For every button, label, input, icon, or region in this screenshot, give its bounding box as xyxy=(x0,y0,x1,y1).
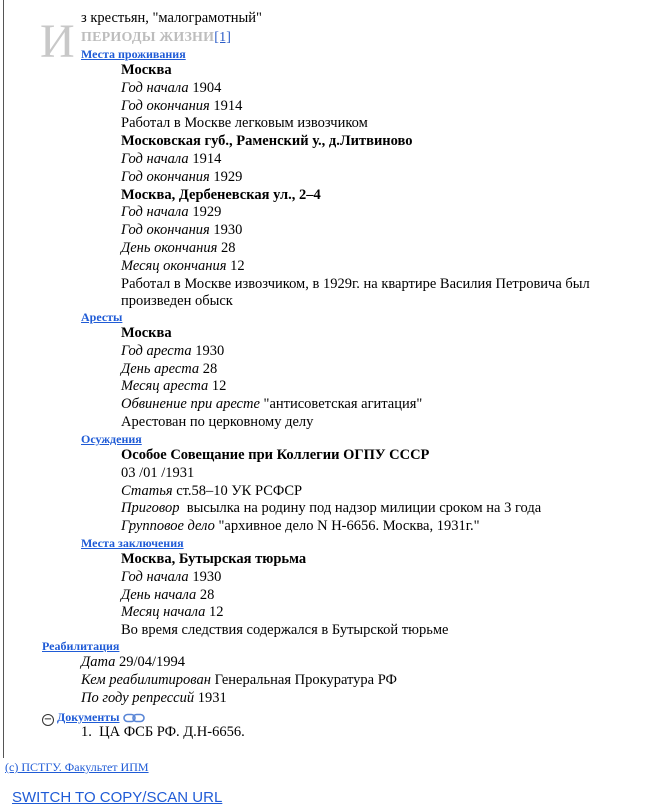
residence-2-end: Год окончания 1929 xyxy=(121,168,243,185)
detention-start: Год начала 1930 xyxy=(121,568,222,585)
residence-block xyxy=(121,62,641,311)
detention-block xyxy=(121,551,641,640)
arrests-section-link[interactable]: Аресты xyxy=(81,310,123,324)
residence-3-end: Год окончания 1930 xyxy=(121,222,243,239)
arrest-year: Год ареста 1930 xyxy=(121,342,225,359)
documents-list xyxy=(81,724,245,742)
detention-month: Месяц начала 12 xyxy=(121,604,224,621)
rehab-block xyxy=(81,654,601,707)
residence-place-3: Москва, Дербеневская ул., 2–4 xyxy=(121,186,321,203)
list-item: 1. ЦА ФСБ РФ. Д.Н-6656. xyxy=(81,724,245,740)
residence-1-note: Работал в Москве легковым извозчиком xyxy=(121,115,368,132)
residence-3-note: Работал в Москве извозчиком, в 1929г. на квартире Василия Петровича был произведен обыск xyxy=(121,275,590,310)
arrests-block xyxy=(121,325,641,432)
collapse-toggle-icon[interactable]: − xyxy=(43,714,53,725)
residence-section-link[interactable]: Места проживания xyxy=(81,47,186,61)
residence-1-end: Год окончания 1914 xyxy=(121,97,243,114)
rehab-year: По году репрессий 1931 xyxy=(81,689,227,706)
copyright-footer-link[interactable]: (с) ПСТГУ. Факультет ИПМ xyxy=(5,760,149,774)
arrest-charge: Обвинение при аресте "антисоветская агитация" xyxy=(121,396,423,413)
residence-3-month-end: Месяц окончания 12 xyxy=(121,257,245,274)
periods-title: ПЕРИОДЫ ЖИЗНИ xyxy=(81,30,215,45)
conviction-date: 03 /01 /1931 xyxy=(121,464,195,481)
residence-place-2: Московская губ., Раменский у., д.Литвиново xyxy=(121,133,413,150)
arrest-day: День ареста 28 xyxy=(121,360,218,377)
conviction-article: Статья ст.58–10 УК РСФСР xyxy=(121,482,303,499)
conviction-sentence: Приговор высылка на родину под надзор милиции сроком на 3 года xyxy=(121,500,542,517)
detention-note: Во время следствия содержался в Бутырской тюрьме xyxy=(121,622,449,639)
rehab-date: Дата 29/04/1994 xyxy=(81,654,186,670)
convictions-section-link[interactable]: Осуждения xyxy=(81,432,142,446)
convictions-block xyxy=(121,447,641,536)
periods-heading xyxy=(81,29,231,47)
arrest-month: Месяц ареста 12 xyxy=(121,378,227,395)
arrest-place: Москва xyxy=(121,325,172,341)
detention-day: День начала 28 xyxy=(121,586,215,603)
residence-3-start: Год начала 1929 xyxy=(121,204,222,221)
detention-section-link[interactable]: Места заключения xyxy=(81,536,184,550)
conviction-group-case: Групповое дело "архивное дело N Н-6656. Москва, 1931г." xyxy=(121,518,480,535)
rehab-section-link[interactable]: Реабилитация xyxy=(42,639,120,653)
residence-place-1: Москва xyxy=(121,62,172,78)
arrest-note: Арестован по церковному делу xyxy=(121,413,314,430)
left-border-line xyxy=(3,0,4,758)
dropcap-letter: И xyxy=(40,15,75,68)
residence-3-day-end: День окончания 28 xyxy=(121,239,236,256)
residence-2-start: Год начала 1914 xyxy=(121,150,222,167)
documents-section-link[interactable]: Документы xyxy=(57,710,120,724)
detention-place: Москва, Бутырская тюрьма xyxy=(121,551,307,567)
conviction-court: Особое Совещание при Коллегии ОГПУ СССР xyxy=(121,447,430,463)
social-origin-text: з крестьян, "малограмотный" xyxy=(81,10,262,26)
periods-ref-link[interactable]: [1] xyxy=(214,30,232,45)
switch-url-link[interactable]: SWITCH TO COPY/SCAN URL xyxy=(12,789,223,806)
residence-1-start: Год начала 1904 xyxy=(121,79,222,96)
rehab-by: Кем реабилитирован Генеральная Прокуратура РФ xyxy=(81,671,397,688)
